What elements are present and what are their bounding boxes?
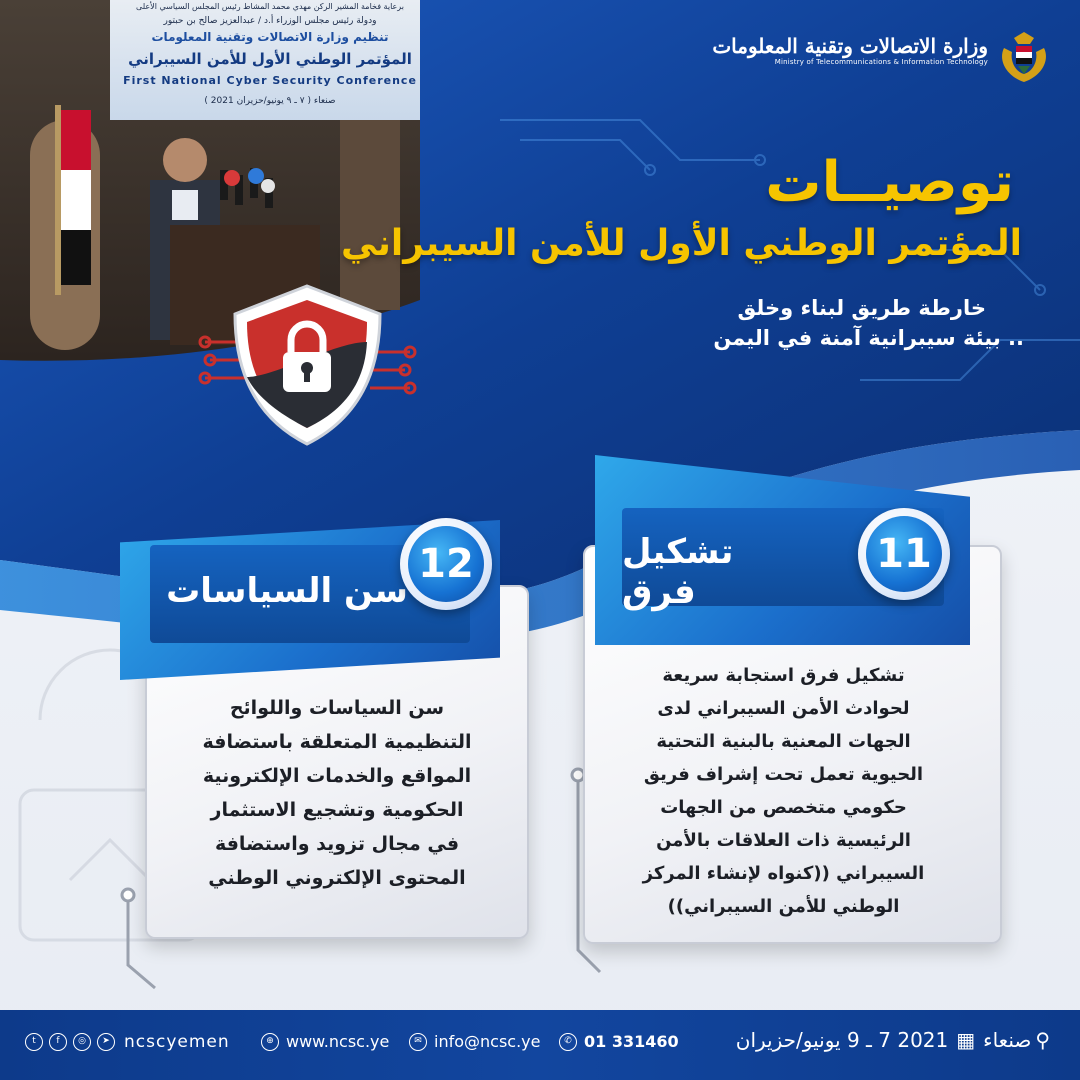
event-info	[736, 1028, 1050, 1052]
card-12-title: سن السياسات	[166, 571, 408, 611]
banner-line-6: صنعاء ( ٧ ـ ٩ يونيو/حزيران 2021 )	[204, 96, 336, 106]
banner-line-4: المؤتمر الوطني الأول للأمن السيبراني	[128, 50, 412, 68]
card-11-line: لحوادث الأمن السيبراني لدى	[657, 698, 910, 719]
card-12-line: التنظيمية المتعلقة باستضافة	[202, 731, 472, 753]
social-handle[interactable]: ncscyemen	[124, 1032, 230, 1052]
card-12-body	[147, 691, 527, 895]
card-11-line: تشكيل فرق استجابة سريعة	[662, 665, 905, 686]
social-links	[22, 1032, 230, 1052]
telegram-icon[interactable]: ➤	[97, 1033, 115, 1051]
location-icon: ⚲	[1035, 1028, 1050, 1052]
card-11-number: 11	[866, 516, 942, 592]
twitter-icon[interactable]: t	[25, 1033, 43, 1051]
phone-icon: ✆	[559, 1033, 577, 1051]
ministry-name-ar: وزارة الاتصالات وتقنية المعلومات	[712, 34, 988, 58]
facebook-icon[interactable]: f	[49, 1033, 67, 1051]
card-11-body	[585, 659, 982, 923]
footer-bar	[0, 1010, 1080, 1080]
email-text: info@ncsc.ye	[434, 1032, 541, 1051]
card-12-line: في مجال تزويد واستضافة	[214, 833, 460, 855]
card-12-number-badge	[400, 518, 492, 610]
ministry-name-en: Ministry of Telecommunications & Information Technology	[774, 58, 988, 66]
emblem-icon	[996, 30, 1052, 86]
banner-line-3: تنظيم وزارة الاتصالات وتقنية المعلومات	[151, 30, 389, 44]
card-11-title: تشكيل فرق	[622, 532, 734, 612]
ministry-logo	[712, 34, 988, 66]
shield-lock-icon	[195, 282, 420, 450]
banner-line-5: First National Cyber Security Conference	[123, 74, 417, 87]
location-text: صنعاء	[983, 1028, 1032, 1052]
card-11-line: الوطني للأمن السيبراني))	[667, 896, 900, 917]
page-title: توصيــات	[765, 150, 1014, 215]
tagline-line-2: بيئة سيبرانية آمنة في اليمن ..	[713, 326, 1024, 350]
phone-link[interactable]	[556, 1032, 679, 1051]
date-text: 2021 7 ـ 9 يونيو/حزيران	[735, 1028, 949, 1052]
email-link[interactable]	[406, 1032, 540, 1051]
phone-text: 01 331460	[584, 1032, 679, 1051]
card-12-number: 12	[408, 526, 484, 602]
globe-icon: ⊕	[261, 1033, 279, 1051]
card-11-line: الرئيسية ذات العلاقات بالأمن	[656, 830, 911, 851]
website-text: www.ncsc.ye	[286, 1032, 390, 1051]
card-12-line: المواقع والخدمات الإلكترونية	[202, 765, 472, 787]
card-12-line: الحكومية وتشجيع الاستثمار	[210, 799, 464, 821]
card-11-line: الجهات المعنية بالبنية التحتية	[656, 731, 911, 752]
banner-line-2: ودولة رئيس مجلس الوزراء أ.د / عبدالعزيز صالح بن حبتور	[163, 16, 377, 26]
card-11-number-badge	[858, 508, 950, 600]
card-12-line: المحتوى الإلكتروني الوطني	[208, 867, 466, 889]
conference-banner	[110, 0, 420, 120]
website-link[interactable]	[258, 1032, 389, 1051]
email-icon: ✉	[409, 1033, 427, 1051]
card-11-line: السيبراني ((كنواه لإنشاء المركز	[642, 863, 925, 884]
card-12-line: سن السياسات واللوائح	[229, 697, 445, 719]
calendar-icon: ▦	[956, 1028, 976, 1052]
banner-line-1: برعاية فخامة المشير الركن مهدي محمد المشاط رئيس المجلس السياسي الأعلى	[136, 2, 404, 11]
tagline-line-1: خارطة طريق لبناء وخلق	[737, 296, 986, 320]
instagram-icon[interactable]: ◎	[73, 1033, 91, 1051]
card-11-line: حكومي متخصص من الجهات	[660, 797, 907, 818]
card-11-line: الحيوية تعمل تحت إشراف فريق	[643, 764, 924, 785]
page-subtitle-title: المؤتمر الوطني الأول للأمن السيبراني	[340, 223, 1022, 264]
